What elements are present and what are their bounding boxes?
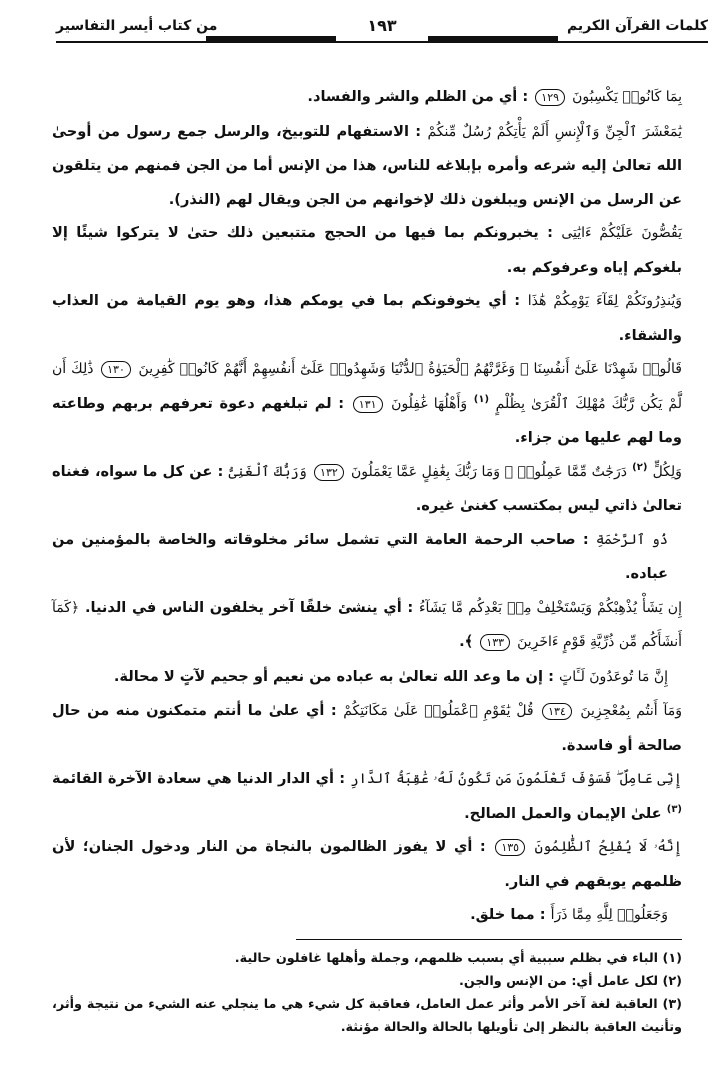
footnote-ref: (٣) [666,803,682,815]
quran-phrase: وَيُنذِرُونَكُمْ لِقَآءَ يَوْمِكُمْ هَٰذَا [527,293,682,309]
quran-phrase: إِنَّ مَا تُوعَدُونَ لَـَٔاتٍ [559,668,668,685]
footnote: (١) الباء في بظلم سببية أي بسبب ظلمهم، وجملة وأهلها غافلون حالية. [234,951,682,966]
explanation: : أي علىٰ ما أنتم متمكنون منه من حال صالحة أو فاسدة. [52,702,682,754]
footnotes [52,947,682,1039]
bracket-close: ﴾. [459,633,474,650]
explanation: : أي يخوفونكم بما في يومكم هذا، وهو يوم القيامة من العذاب والشقاء. [52,292,682,344]
verse-number: ١٣٥ [495,839,525,856]
quran-phrase: إِنَّهُۥ لَا يُفْلِحُ ٱلظَّٰلِمُونَ [534,839,682,855]
source-title: من كتاب أيسر التفاسير [56,18,218,34]
quran-phrase: يَقُصُّونَ عَلَيْكُمْ ءَايَٰتِى [561,225,682,241]
quran-phrase: قَالُوا۟ شَهِدْنَا عَلَىٰٓ أَنفُسِنَا ۖ وَغَرَّتْهُمُ ٱلْحَيَوٰةُ ٱلدُّنْيَا وَشَهِدُوا۟ عَلَىٰٓ أَنفُسِهِمْ أَنَّهُمْ كَانُوا۟ كَٰفِرِينَ [138,361,683,377]
entry [52,762,682,830]
entry [52,115,682,217]
quran-phrase: ﴿كَمَآ أَنشَأَكُم مِّن ذُرِّيَّةِ قَوْمٍ ءَاخَرِينَ [52,599,682,650]
entry [52,80,682,115]
verse-number: ١٣١ [353,396,383,413]
explanation: : أي الدار الدنيا هي سعادة الآخرة القائمة [52,770,346,787]
footnote-ref: (١) [473,393,490,405]
quran-phrase: وَلِكُلٍّ [652,463,682,480]
entry [52,591,682,660]
verse-number: ١٣٤ [542,703,572,720]
entry [52,284,682,352]
verse-number: ١٣٢ [314,464,344,481]
footnote: (٢) لكل عامل أي: من الإنس والجن. [458,974,682,989]
quran-phrase: ذَٰلِكَ أَن لَّمْ يَكُن رَّبُّكَ مُهْلِكَ ٱلْقُرَىٰ بِظُلْمٍ [52,361,682,412]
explanation: علىٰ الإيمان والعمل الصالح. [464,804,662,822]
quran-phrase: إِن يَشَأْ يُذْهِبْكُمْ وَيَسْتَخْلِفْ مِنۢ بَعْدِكُم مَّا يَشَآءُ [418,599,682,616]
explanation: : أي ينشئ خلقًا آخر يخلفون الناس في الدنيا. [84,598,414,616]
entry [52,523,682,591]
explanation: : يخبرونكم بما فيها من الحجج متتبعين ذلك حتىٰ لا يتركوا شيئًا إلا بلغوكم إياه وعرفوكم به. [52,224,682,276]
page-header [56,14,708,50]
verse-number: ١٣٣ [480,634,510,651]
quran-phrase: وَأَهْلُهَا غَٰفِلُونَ [391,395,468,412]
explanation: : الاستفهام للتوبيخ، والرسل جمع رسول من أوحىٰ الله تعالىٰ إليه شرعه وأمره بإبلاغه للناس، هذا من الإنس أما من الجن فمنهم من يتلقون عن الرسل من الإنس ويبلغون ذلك لإخوانهم من الجن ويقال لهم (النذر). [52,122,682,208]
header-rule [56,41,708,43]
verse-number: ١٢٩ [535,89,565,106]
quran-phrase: بِمَا كَانُوا۟ يَكْسِبُونَ [572,89,682,105]
book-title: كلمات القرآن الكريم [566,18,708,34]
explanation: : مما خلق. [470,906,546,923]
footnote-rule [296,939,682,940]
explanation: : صاحب الرحمة العامة التي تشمل سائر مخلوقاته والخاصة بالمؤمنين من عباده. [52,530,668,582]
entry [52,830,682,898]
entry [52,898,682,933]
entry [52,455,682,523]
explanation: : إن ما وعد الله تعالىٰ به عباده من نعيم أو جحيم لآتٍ لا محالة. [113,667,554,685]
footnote-ref: (٢) [632,461,648,473]
quran-phrase: وَرَبُّكَ ٱلْغَنِىُّ [228,463,307,480]
quran-phrase: إِنِّى عَامِلٌ ۖ فَسَوْفَ تَعْلَمُونَ مَن تَكُونُ لَهُۥ عَٰقِبَةُ ٱلدَّارِ [350,771,682,787]
quran-phrase: قُلْ يَٰقَوْمِ ٱعْمَلُوا۟ عَلَىٰ مَكَانَتِكُمْ [343,703,534,719]
entry [52,660,682,695]
quran-phrase: ذُو ٱلرَّحْمَةِ [595,531,668,548]
quran-phrase: وَجَعَلُوا۟ لِلَّهِ مِمَّا ذَرَأَ [550,907,668,923]
explanation: : عن كل ما سواه، فغناه تعالىٰ ذاتي ليس بمكتسب كغنىٰ غيره. [52,462,682,514]
entry [52,216,682,284]
main-text [52,80,682,933]
explanation: : لم تبلغهم دعوة تعرفهم بربهم وطاعته وما لهم عليها من جزاء. [52,394,682,446]
entry [52,694,682,762]
explanation: : أي من الظلم والشر والفساد. [307,88,529,105]
explanation: : أي لا يفوز الظالمون بالنجاة من النار ودخول الجنان؛ لأن ظلمهم يوبقهم في النار. [52,838,682,890]
entry [52,352,682,455]
quran-phrase: دَرَجَٰتٌ مِّمَّا عَمِلُوا۟ ۚ وَمَا رَبُّكَ بِغَٰفِلٍ عَمَّا يَعْمَلُونَ [350,463,627,480]
verse-number: ١٣٠ [101,361,131,378]
quran-phrase: يَٰمَعْشَرَ ٱلْجِنِّ وَٱلْإِنسِ أَلَمْ يَأْتِكُمْ رُسُلٌ مِّنكُمْ [427,123,682,140]
footnote: (٣) العاقبة لغة آخر الأمر وأثر عمل العامل، فعاقبة كل شيء هي ما ينجلي عنه الشيء من نتيجة وأثر، وتأنيث العاقبة بالنظر إلىٰ تأويلها بالحالة والحالة مؤنثة. [52,997,682,1035]
quran-phrase: وَمَآ أَنتُم بِمُعْجِزِينَ [580,703,682,719]
page-number: ١٩٣ [321,16,442,35]
